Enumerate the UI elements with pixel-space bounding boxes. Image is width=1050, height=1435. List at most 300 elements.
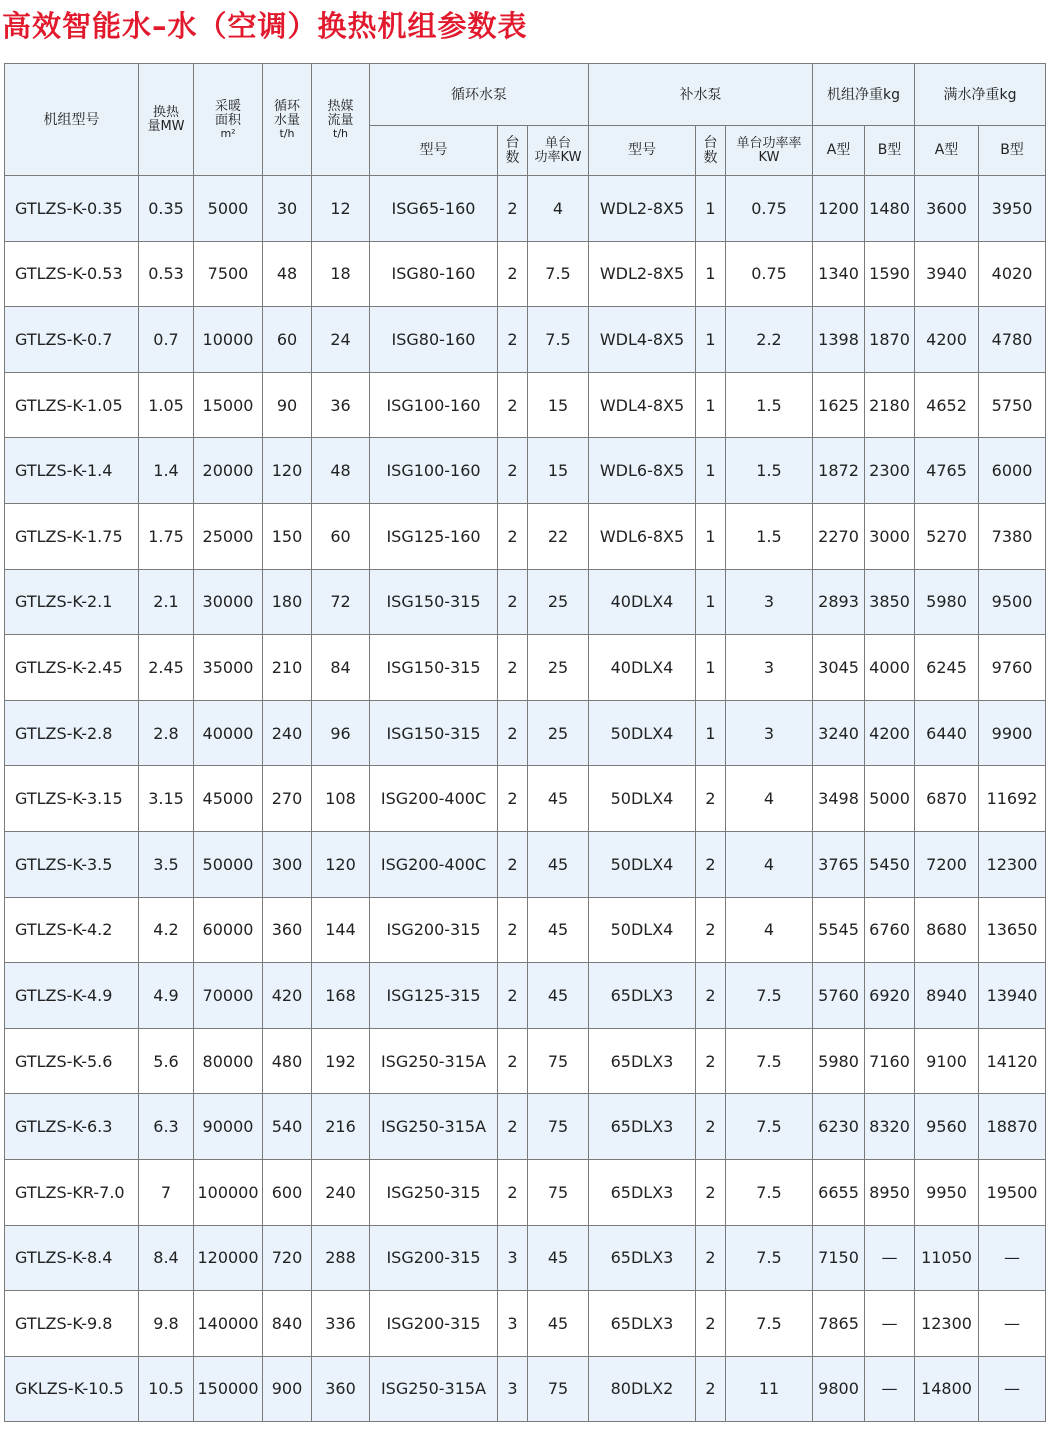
cell-heat-mw: 10.5 [139,1356,194,1422]
cell-makeup-pump-count: 1 [696,635,726,701]
cell-makeup-pump-power: 7.5 [726,1291,813,1357]
cell-makeup-pump-model: WDL6-8X5 [589,503,696,569]
cell-circ-pump-count: 2 [498,831,528,897]
table-row [5,438,1046,504]
table-header [5,64,1046,176]
cell-full-weight-b: 12300 [979,831,1046,897]
cell-makeup-pump-model: 50DLX4 [589,897,696,963]
table-row [5,1291,1046,1357]
cell-heat-mw: 2.1 [139,569,194,635]
cell-heat-mw: 0.7 [139,307,194,373]
cell-circ-pump-model: ISG65-160 [370,176,498,242]
cell-full-weight-b: 4020 [979,241,1046,307]
cell-makeup-pump-power: 4 [726,766,813,832]
header-media-line2: 流量 [327,112,354,128]
header-circ-pump: 循环水泵 [370,64,589,126]
cell-makeup-pump-count: 2 [696,766,726,832]
cell-full-weight-a: 4200 [915,307,979,373]
header-model: 机组型号 [5,64,139,176]
cell-makeup-pump-count: 2 [696,1028,726,1094]
cell-makeup-pump-power: 4 [726,897,813,963]
cell-makeup-pump-power: 1.5 [726,438,813,504]
header-cp-model: 型号 [370,126,498,176]
cell-full-weight-a: 4765 [915,438,979,504]
cell-circ-pump-count: 2 [498,503,528,569]
header-mp-count-line2: 数 [703,149,718,166]
cell-full-weight-a: 11050 [915,1225,979,1291]
spec-table [4,63,1046,1422]
cell-circ-pump-count: 2 [498,569,528,635]
cell-full-weight-b: 6000 [979,438,1046,504]
cell-full-weight-b: 19500 [979,1159,1046,1225]
header-mp-power-line1: 单台功率率 [736,135,802,151]
cell-makeup-pump-power: 0.75 [726,241,813,307]
cell-circ-pump-count: 2 [498,1094,528,1160]
cell-unit-weight-a: 2893 [813,569,865,635]
cell-makeup-pump-count: 2 [696,1094,726,1160]
cell-makeup-pump-count: 1 [696,700,726,766]
cell-makeup-pump-power: 7.5 [726,1094,813,1160]
cell-heat-mw: 5.6 [139,1028,194,1094]
cell-makeup-pump-count: 1 [696,241,726,307]
cell-media-flow: 288 [312,1225,370,1291]
cell-full-weight-b: 14120 [979,1028,1046,1094]
cell-heating-area: 15000 [194,372,263,438]
cell-heating-area: 60000 [194,897,263,963]
cell-unit-weight-a: 1398 [813,307,865,373]
cell-full-weight-a: 14800 [915,1356,979,1422]
cell-full-weight-a: 5270 [915,503,979,569]
cell-circ-pump-power: 75 [528,1028,589,1094]
cell-unit-weight-a: 7865 [813,1291,865,1357]
header-media-unit: t/h [333,126,348,140]
cell-model: GTLZS-K-2.45 [5,635,139,701]
cell-unit-weight-a: 9800 [813,1356,865,1422]
header-cp-count-line1: 台 [505,134,520,151]
cell-heat-mw: 2.45 [139,635,194,701]
cell-circ-pump-model: ISG200-315 [370,1225,498,1291]
cell-full-weight-a: 6245 [915,635,979,701]
cell-full-weight-b: 13940 [979,963,1046,1029]
table-row [5,831,1046,897]
cell-heating-area: 45000 [194,766,263,832]
cell-media-flow: 192 [312,1028,370,1094]
cell-heat-mw: 4.9 [139,963,194,1029]
cell-full-weight-a: 8940 [915,963,979,1029]
cell-circ-flow: 120 [263,438,312,504]
cell-makeup-pump-model: 65DLX3 [589,1028,696,1094]
cell-unit-weight-a: 5545 [813,897,865,963]
cell-makeup-pump-power: 1.5 [726,372,813,438]
cell-full-weight-b: 13650 [979,897,1046,963]
cell-model: GTLZS-K-3.15 [5,766,139,832]
cell-makeup-pump-model: 50DLX4 [589,766,696,832]
cell-heating-area: 90000 [194,1094,263,1160]
cell-heat-mw: 0.53 [139,241,194,307]
cell-model: GTLZS-K-8.4 [5,1225,139,1291]
cell-makeup-pump-count: 2 [696,1291,726,1357]
cell-unit-weight-b: 1590 [865,241,915,307]
cell-full-weight-b: 9500 [979,569,1046,635]
cell-unit-weight-a: 3045 [813,635,865,701]
cell-full-weight-a: 4652 [915,372,979,438]
cell-full-weight-b: 5750 [979,372,1046,438]
cell-unit-weight-b: 2180 [865,372,915,438]
cell-circ-flow: 48 [263,241,312,307]
cell-circ-pump-power: 45 [528,766,589,832]
cell-circ-pump-power: 45 [528,1291,589,1357]
cell-full-weight-b: 7380 [979,503,1046,569]
table-row [5,963,1046,1029]
cell-circ-pump-power: 75 [528,1159,589,1225]
header-cp-power [528,126,589,176]
cell-media-flow: 120 [312,831,370,897]
cell-media-flow: 18 [312,241,370,307]
cell-unit-weight-b: 7160 [865,1028,915,1094]
table-row [5,1028,1046,1094]
cell-media-flow: 72 [312,569,370,635]
cell-makeup-pump-model: 40DLX4 [589,635,696,701]
cell-heating-area: 150000 [194,1356,263,1422]
cell-media-flow: 60 [312,503,370,569]
header-cp-power-line2: 功率KW [534,149,582,165]
cell-circ-pump-count: 2 [498,700,528,766]
cell-unit-weight-a: 1200 [813,176,865,242]
cell-circ-pump-model: ISG150-315 [370,569,498,635]
table-row [5,1225,1046,1291]
cell-full-weight-b: 11692 [979,766,1046,832]
table-body [5,176,1046,1422]
cell-makeup-pump-model: WDL2-8X5 [589,241,696,307]
cell-heating-area: 50000 [194,831,263,897]
cell-model: GTLZS-K-5.6 [5,1028,139,1094]
header-cp-count-line2: 数 [505,149,520,166]
cell-full-weight-a: 12300 [915,1291,979,1357]
cell-full-weight-b: 9760 [979,635,1046,701]
cell-circ-pump-power: 25 [528,569,589,635]
cell-circ-pump-count: 2 [498,897,528,963]
header-circ-unit: t/h [279,126,295,140]
cell-makeup-pump-count: 2 [696,1356,726,1422]
cell-circ-flow: 900 [263,1356,312,1422]
cell-heating-area: 7500 [194,241,263,307]
page-title: 高效智能水–水（空调）换热机组参数表 [2,9,528,43]
table-row [5,897,1046,963]
cell-model: GTLZS-K-0.7 [5,307,139,373]
cell-full-weight-a: 6870 [915,766,979,832]
cell-model: GTLZS-K-3.5 [5,831,139,897]
cell-heat-mw: 9.8 [139,1291,194,1357]
table-row [5,176,1046,242]
header-circ-line1: 循环 [273,98,300,114]
header-unit-weight-a: A型 [813,126,865,176]
cell-makeup-pump-power: 4 [726,831,813,897]
cell-unit-weight-a: 6655 [813,1159,865,1225]
cell-full-weight-a: 3600 [915,176,979,242]
cell-makeup-pump-model: WDL4-8X5 [589,372,696,438]
cell-heat-mw: 4.2 [139,897,194,963]
cell-makeup-pump-count: 2 [696,1225,726,1291]
cell-circ-flow: 210 [263,635,312,701]
cell-makeup-pump-power: 7.5 [726,1028,813,1094]
cell-makeup-pump-model: 80DLX2 [589,1356,696,1422]
cell-circ-pump-model: ISG80-160 [370,307,498,373]
cell-circ-pump-model: ISG100-160 [370,438,498,504]
cell-full-weight-a: 7200 [915,831,979,897]
cell-unit-weight-a: 1340 [813,241,865,307]
cell-circ-flow: 90 [263,372,312,438]
cell-full-weight-b: — [979,1356,1046,1422]
cell-circ-pump-model: ISG150-315 [370,700,498,766]
cell-circ-pump-count: 2 [498,1159,528,1225]
cell-full-weight-b: 3950 [979,176,1046,242]
cell-circ-flow: 180 [263,569,312,635]
header-mp-count-line1: 台 [703,134,718,151]
cell-full-weight-b: — [979,1225,1046,1291]
cell-circ-flow: 420 [263,963,312,1029]
cell-circ-pump-model: ISG100-160 [370,372,498,438]
cell-model: GTLZS-K-1.75 [5,503,139,569]
table-row [5,241,1046,307]
table-row [5,1159,1046,1225]
cell-makeup-pump-count: 2 [696,831,726,897]
cell-circ-pump-model: ISG200-400C [370,766,498,832]
header-heat [139,64,194,176]
cell-circ-pump-count: 2 [498,241,528,307]
cell-unit-weight-b: 5450 [865,831,915,897]
cell-makeup-pump-count: 1 [696,307,726,373]
cell-makeup-pump-power: 11 [726,1356,813,1422]
cell-makeup-pump-model: WDL6-8X5 [589,438,696,504]
cell-unit-weight-b: — [865,1356,915,1422]
cell-heating-area: 120000 [194,1225,263,1291]
header-full-weight-b: B型 [979,126,1046,176]
cell-makeup-pump-model: WDL2-8X5 [589,176,696,242]
cell-makeup-pump-count: 1 [696,372,726,438]
cell-circ-pump-count: 3 [498,1356,528,1422]
cell-circ-pump-count: 2 [498,438,528,504]
cell-circ-flow: 300 [263,831,312,897]
cell-circ-flow: 150 [263,503,312,569]
cell-circ-pump-power: 45 [528,831,589,897]
cell-unit-weight-a: 5980 [813,1028,865,1094]
cell-full-weight-a: 5980 [915,569,979,635]
cell-heat-mw: 7 [139,1159,194,1225]
cell-media-flow: 108 [312,766,370,832]
cell-model: GTLZS-K-4.9 [5,963,139,1029]
cell-makeup-pump-model: 40DLX4 [589,569,696,635]
header-media [312,64,370,176]
cell-heat-mw: 1.75 [139,503,194,569]
table-row [5,1356,1046,1422]
cell-unit-weight-b: — [865,1225,915,1291]
header-full-weight-a: A型 [915,126,979,176]
cell-full-weight-a: 6440 [915,700,979,766]
cell-heating-area: 25000 [194,503,263,569]
cell-heating-area: 140000 [194,1291,263,1357]
cell-full-weight-a: 9950 [915,1159,979,1225]
cell-makeup-pump-count: 1 [696,438,726,504]
cell-circ-pump-model: ISG125-160 [370,503,498,569]
cell-full-weight-b: 4780 [979,307,1046,373]
cell-media-flow: 144 [312,897,370,963]
cell-heating-area: 70000 [194,963,263,1029]
table-row [5,700,1046,766]
header-area [194,64,263,176]
cell-unit-weight-b: 3000 [865,503,915,569]
table-row [5,569,1046,635]
cell-heat-mw: 0.35 [139,176,194,242]
header-unit-weight: 机组净重kg [813,64,915,126]
cell-circ-pump-power: 25 [528,635,589,701]
cell-circ-flow: 720 [263,1225,312,1291]
header-cp-count [498,126,528,176]
cell-full-weight-a: 8680 [915,897,979,963]
cell-model: GTLZS-K-4.2 [5,897,139,963]
cell-model: GTLZS-K-9.8 [5,1291,139,1357]
header-mp-power [726,126,813,176]
cell-unit-weight-b: 4200 [865,700,915,766]
cell-makeup-pump-model: WDL4-8X5 [589,307,696,373]
cell-makeup-pump-count: 2 [696,897,726,963]
cell-model: GTLZS-K-2.1 [5,569,139,635]
cell-unit-weight-a: 2270 [813,503,865,569]
cell-media-flow: 84 [312,635,370,701]
cell-unit-weight-a: 1625 [813,372,865,438]
cell-unit-weight-b: 6760 [865,897,915,963]
cell-circ-pump-count: 2 [498,635,528,701]
cell-circ-pump-power: 45 [528,1225,589,1291]
cell-circ-pump-model: ISG200-400C [370,831,498,897]
header-unit-weight-b: B型 [865,126,915,176]
cell-media-flow: 216 [312,1094,370,1160]
cell-model: GTLZS-K-1.4 [5,438,139,504]
cell-heating-area: 40000 [194,700,263,766]
cell-makeup-pump-count: 1 [696,569,726,635]
cell-heat-mw: 2.8 [139,700,194,766]
cell-media-flow: 36 [312,372,370,438]
cell-makeup-pump-power: 3 [726,700,813,766]
cell-circ-pump-model: ISG250-315A [370,1028,498,1094]
cell-makeup-pump-power: 0.75 [726,176,813,242]
header-heat-line2: 量MW [147,118,185,134]
cell-media-flow: 12 [312,176,370,242]
table-row [5,503,1046,569]
header-full-weight: 满水净重kg [915,64,1046,126]
cell-circ-pump-model: ISG250-315 [370,1159,498,1225]
cell-circ-flow: 240 [263,700,312,766]
cell-makeup-pump-count: 1 [696,176,726,242]
cell-full-weight-a: 9100 [915,1028,979,1094]
cell-unit-weight-a: 3240 [813,700,865,766]
cell-model: GTLZS-K-0.53 [5,241,139,307]
table-row [5,1094,1046,1160]
cell-circ-pump-power: 7.5 [528,241,589,307]
cell-makeup-pump-model: 65DLX3 [589,963,696,1029]
cell-full-weight-a: 9560 [915,1094,979,1160]
cell-unit-weight-b: — [865,1291,915,1357]
cell-makeup-pump-model: 65DLX3 [589,1094,696,1160]
header-makeup-pump: 补水泵 [589,64,813,126]
cell-full-weight-a: 3940 [915,241,979,307]
cell-circ-pump-count: 2 [498,766,528,832]
cell-heating-area: 5000 [194,176,263,242]
cell-model: GKLZS-K-10.5 [5,1356,139,1422]
cell-heating-area: 10000 [194,307,263,373]
cell-model: GTLZS-K-2.8 [5,700,139,766]
cell-media-flow: 240 [312,1159,370,1225]
cell-full-weight-b: 18870 [979,1094,1046,1160]
cell-unit-weight-a: 6230 [813,1094,865,1160]
cell-makeup-pump-power: 3 [726,635,813,701]
cell-unit-weight-b: 8950 [865,1159,915,1225]
cell-makeup-pump-count: 2 [696,963,726,1029]
cell-circ-pump-power: 75 [528,1356,589,1422]
table-row [5,635,1046,701]
cell-circ-pump-power: 4 [528,176,589,242]
cell-makeup-pump-model: 65DLX3 [589,1225,696,1291]
cell-makeup-pump-power: 2.2 [726,307,813,373]
cell-unit-weight-b: 8320 [865,1094,915,1160]
cell-heat-mw: 8.4 [139,1225,194,1291]
cell-heating-area: 30000 [194,569,263,635]
table-row [5,307,1046,373]
cell-makeup-pump-model: 65DLX3 [589,1291,696,1357]
cell-makeup-pump-power: 7.5 [726,1225,813,1291]
cell-circ-pump-power: 25 [528,700,589,766]
cell-circ-flow: 840 [263,1291,312,1357]
cell-circ-pump-power: 15 [528,438,589,504]
cell-makeup-pump-model: 50DLX4 [589,700,696,766]
cell-circ-pump-model: ISG150-315 [370,635,498,701]
cell-model: GTLZS-KR-7.0 [5,1159,139,1225]
cell-circ-flow: 270 [263,766,312,832]
cell-circ-pump-count: 2 [498,1028,528,1094]
cell-makeup-pump-power: 7.5 [726,1159,813,1225]
cell-heat-mw: 1.05 [139,372,194,438]
cell-circ-flow: 30 [263,176,312,242]
cell-makeup-pump-count: 1 [696,503,726,569]
cell-heating-area: 100000 [194,1159,263,1225]
cell-heating-area: 80000 [194,1028,263,1094]
cell-makeup-pump-power: 7.5 [726,963,813,1029]
header-area-line1: 采暖 [214,98,241,114]
cell-circ-pump-count: 3 [498,1225,528,1291]
cell-circ-pump-power: 75 [528,1094,589,1160]
cell-heat-mw: 6.3 [139,1094,194,1160]
cell-heating-area: 20000 [194,438,263,504]
cell-circ-pump-count: 2 [498,176,528,242]
cell-heat-mw: 3.5 [139,831,194,897]
cell-media-flow: 48 [312,438,370,504]
cell-unit-weight-b: 4000 [865,635,915,701]
cell-unit-weight-b: 2300 [865,438,915,504]
cell-circ-pump-model: ISG80-160 [370,241,498,307]
cell-unit-weight-a: 5760 [813,963,865,1029]
cell-media-flow: 336 [312,1291,370,1357]
cell-circ-pump-model: ISG250-315A [370,1356,498,1422]
cell-circ-pump-count: 3 [498,1291,528,1357]
cell-heating-area: 35000 [194,635,263,701]
header-mp-power-line2: KW [758,149,780,165]
table-row [5,766,1046,832]
cell-unit-weight-b: 6920 [865,963,915,1029]
cell-unit-weight-a: 7150 [813,1225,865,1291]
header-mp-count [696,126,726,176]
cell-circ-pump-count: 2 [498,963,528,1029]
cell-circ-pump-count: 2 [498,372,528,438]
cell-makeup-pump-power: 3 [726,569,813,635]
